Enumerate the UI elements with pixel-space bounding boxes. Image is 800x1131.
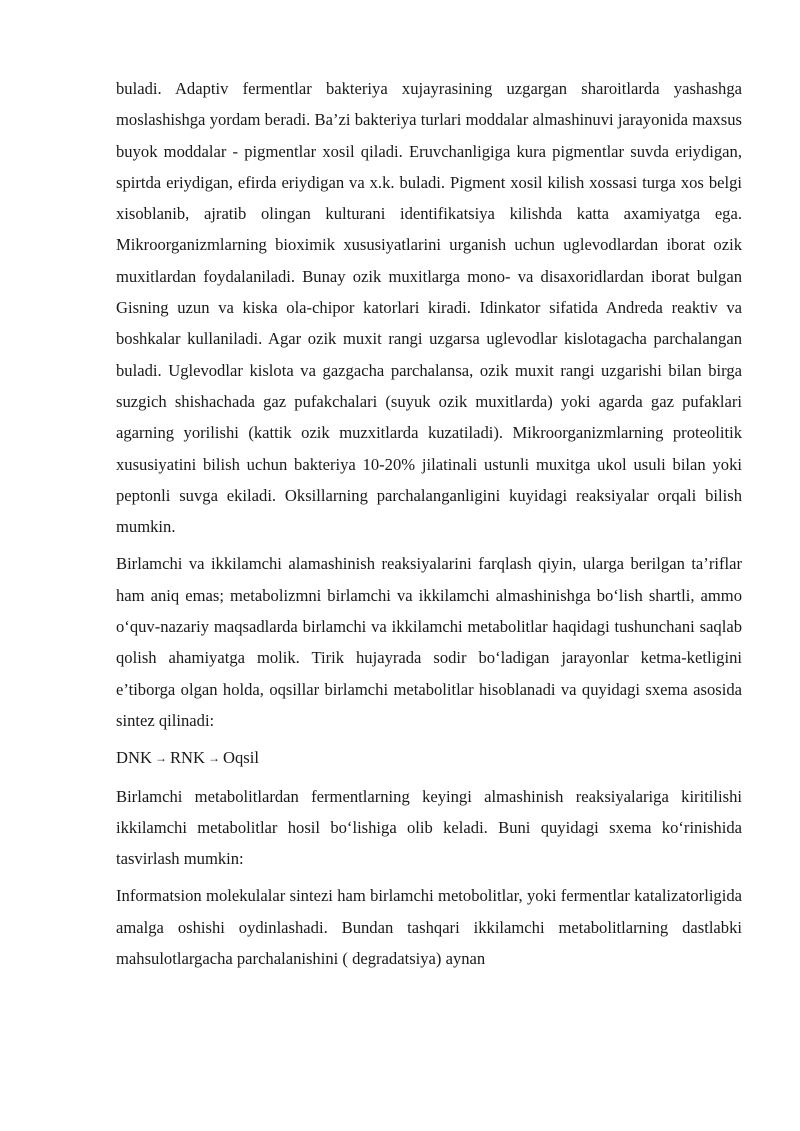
scheme-dnk: DNK xyxy=(116,748,152,768)
paragraph-metabolites: Birlamchi va ikkilamchi alamashinish reaksiyalarini farqlash qiyin, ularga berilgan ta’riflar ham aniq emas; metabolizmni birlamchi va ikkilamchi almashinishga bo‘lish shartli, ammo o‘quv-nazariy maqsadlarda birlamchi va ikkilamchi metabolitlar haqidagi tushunchani saqlab qolish ahamiyatga molik. Tirik hujayrada sodir bo‘ladigan jarayonlar ketma-ketligini e’tiborga olgan holda, oqsillar birlamchi metabolitlar hisoblanadi va quyidagi sxema asosida sintez qilinadi: xyxy=(116,554,742,730)
arrow-icon: → xyxy=(208,751,220,766)
arrow-icon: → xyxy=(154,751,167,766)
paragraph-pigments: buladi. Adaptiv fermentlar bakteriya xujayrasining uzgargan sharoitlarda yashashga moslashishga yordam beradi. Ba’zi bakteriya turlari moddalar almashinuvi jarayonida maxsus buyok moddalar - pigmentlar xosil qiladi. Eruvchanligiga kura pigmentlar suvda eriydigan, spirtda eriydigan, efirda eriydigan va x.k. buladi. Pigment xosil kilish xossasi turga xos belgi xisoblanib, ajratib olingan kulturani identifikatsiya kilishda katta axamiyatga ega. Mikroorganizmlarning bioximik xususiyatlarini urganish uchun uglevodlardan iborat ozik muxitlardan foydalaniladi. Bunay ozik muxitlarga mono- va disaxoridlardan iborat bulgan Gisning uzun va kiska ola-chipor katorlari kiradi. Idinkator sifatida Andreda reaktiv va boshkalar kullaniladi. Agar ozik muxit rangi uzgarsa uglevodlar kislotagacha parchalangan buladi. Uglevodlar kislota va gazgacha parchalansa, ozik muxit rangi uzgarishi bilan birga suzgich shishachada gaz pufakchalari (suyuk ozik muxitlarda) yoki agarda gaz pufaklari agarning yorilishi (kattik ozik muzxitlarda kuzatiladi). Mikroorganizmlarning proteolitik xususiyatini bilish uchun bakteriya 10-20% jilatinali ustunli muxitga ukol usuli bilan yoki peptonli suvga ekiladi. Oksillarning parchalanganligini kuyidagi reaksiyalar orqali bilish mumkin. xyxy=(116,79,742,537)
scheme-rnk: RNK xyxy=(169,748,205,768)
document-page xyxy=(116,73,742,980)
scheme-oqsil: Oqsil xyxy=(223,748,259,768)
paragraph-informational-molecules: Informatsion molekulalar sintezi ham birlamchi metobolitlar, yoki fermentlar katalizatorligida amalga oshishi oydinlashadi. Bundan tashqari ikkilamchi metabolitlarning dastlabki mahsulotlargacha parchalanishini ( degradatsiya) aynan xyxy=(116,886,742,969)
paragraph-secondary-metabolites: Birlamchi metabolitlardan fermentlarning keyingi almashinish reaksiyalariga kiritilishi ikkilamchi metabolitlar hosil bo‘lishiga olib keladi. Buni quyidagi sxema ko‘rinishida tasvirlash mumkin: xyxy=(116,786,742,869)
protein-synthesis-scheme xyxy=(116,742,742,774)
